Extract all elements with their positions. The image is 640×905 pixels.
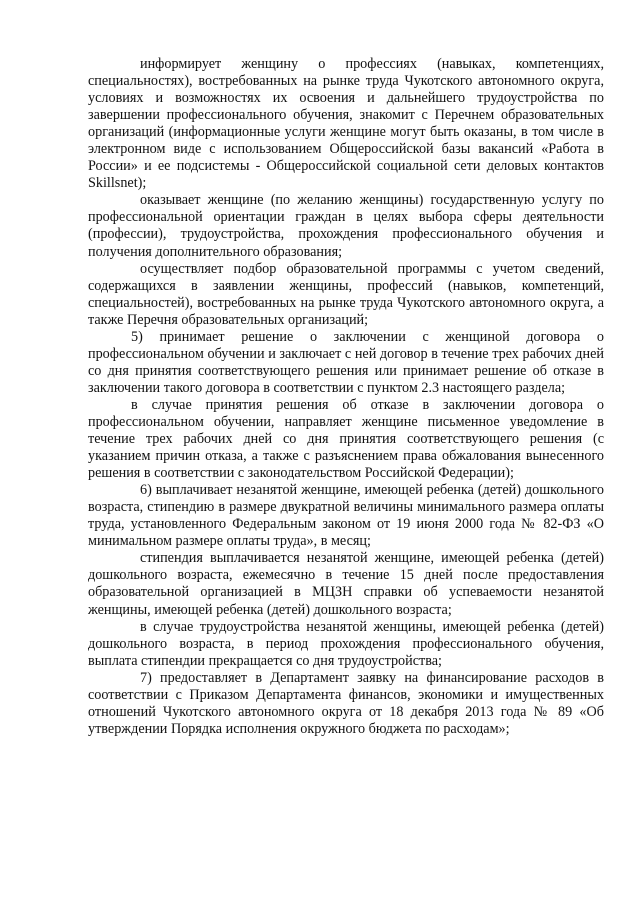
paragraph-item-5-contract-decision: 5) принимает решение о заключении с женщиной договора о профессиональном обучении и заключает с ней договор в течение трех рабочих дней со дня принятия соответствующего решения или принимает решение об отказе в заключении такого договора в соответствии с пунктом 2.3 настоящего раздела;: [88, 328, 604, 396]
paragraph-stipend-termination: в случае трудоустройства незанятой женщины, имеющей ребенка (детей) дошкольного возраста, в период прохождения профессионального обучения, выплата стипендии прекращается со дня трудоустройства;: [88, 618, 604, 669]
paragraph-item-7-funding-request: 7) предоставляет в Департамент заявку на финансирование расходов в соответствии с Приказом Департамента финансов, экономики и имущественных отношений Чукотского автономного округа от 18 декабря 2013 года № 89 «Об утверждении Порядка исполнения окружного бюджета по расходам»;: [88, 669, 604, 737]
paragraph-program-selection: осуществляет подбор образовательной программы с учетом сведений, содержащихся в заявлении женщины, профессий (навыков, компетенций, специальностей), востребованных на рынке труда Чукотского автономного округа, а также Перечня образовательных организаций;: [88, 260, 604, 328]
paragraph-career-guidance: оказывает женщине (по желанию женщины) государственную услугу по профессиональной ориентации граждан в целях выбора сферы деятельности (профессии), трудоустройства, прохождения профессионального обучения и получения дополнительного образования;: [88, 192, 604, 260]
paragraph-item-6-stipend: 6) выплачивает незанятой женщине, имеющей ребенка (детей) дошкольного возраста, стипендию в размере двукратной величины минимального размера оплаты труда, установленного Федеральным законом от 19 июня 2000 года № 82-ФЗ «О минимальном размере оплаты труда», в месяц;: [88, 482, 604, 550]
paragraph-stipend-payment: стипендия выплачивается незанятой женщине, имеющей ребенка (детей) дошкольного возраста, ежемесячно в течение 15 дней после предоставления образовательной организацией в МЦЗН справки об успеваемости незанятой женщины, имеющей ребенка (детей) дошкольного возраста;: [88, 550, 604, 618]
document-page: [88, 56, 604, 738]
paragraph-refusal-notice: в случае принятия решения об отказе в заключении договора о профессиональном обучении, направляет женщине письменное уведомление в течение трех рабочих дней со дня принятия соответствующего решения (с указанием причин отказа, а также с разъяснением права обжалования вынесенного решения в соответствии с законодательством Российской Федерации);: [88, 396, 604, 482]
paragraph-inform-profession: информирует женщину о профессиях (навыках, компетенциях, специальностях), востребованных на рынке труда Чукотского автономного округа, условиях и возможностях их освоения и дальнейшего трудоустройства по завершении профессионального обучения, знакомит с Перечнем образовательных организаций (информационные услуги женщине могут быть оказаны, в том числе в электронном виде с использованием Общероссийской базы вакансий «Работа в России» и ее подсистемы - Общероссийской социальной сети деловых контактов Skillsnet);: [88, 56, 604, 192]
